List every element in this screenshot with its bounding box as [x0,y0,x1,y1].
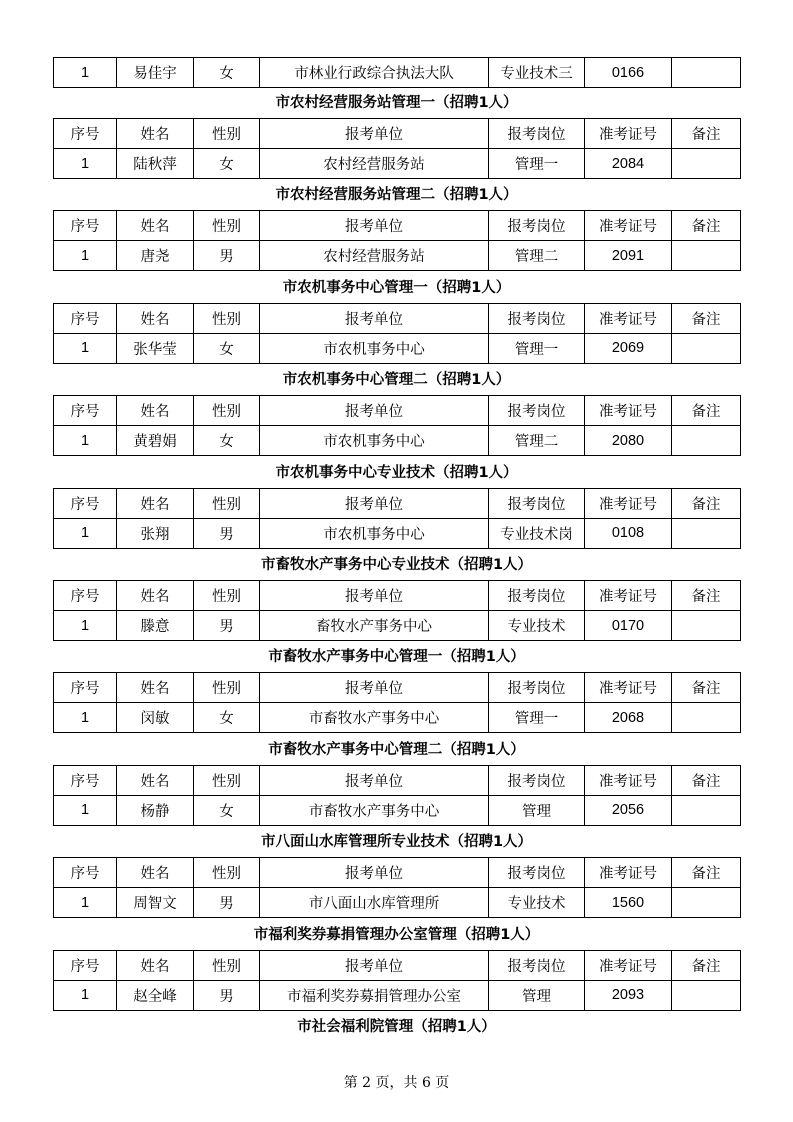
column-header: 报考单位 [260,211,489,241]
cell-unit: 市畜牧水产事务中心 [260,703,489,733]
column-header: 报考岗位 [489,303,585,333]
cell-post: 管理一 [489,333,585,363]
first-table [53,57,740,88]
table-row [54,703,741,733]
cell-note [672,58,741,88]
column-header: 报考单位 [260,303,489,333]
section-table [53,303,740,364]
cell-name: 杨静 [117,795,194,825]
table-row [54,333,741,363]
table-row [54,888,741,918]
column-header: 报考单位 [260,858,489,888]
cell-no: 1 [54,426,117,456]
cell-note [672,241,741,271]
cell-exam-no: 0170 [585,611,672,641]
column-header: 备注 [672,488,741,518]
column-header: 报考岗位 [489,119,585,149]
cell-post: 管理一 [489,149,585,179]
column-header: 准考证号 [585,488,672,518]
cell-unit: 畜牧水产事务中心 [260,611,489,641]
cell-gender: 男 [194,888,260,918]
section-heading: 市八面山水库管理所专业技术（招聘1人） [260,834,533,851]
cell-exam-no: 1560 [585,888,672,918]
column-header: 性别 [194,119,260,149]
cell-gender: 女 [194,795,260,825]
section-table [53,210,740,271]
column-header: 序号 [54,673,117,703]
cell-post: 管理二 [489,241,585,271]
column-header: 报考单位 [260,673,489,703]
cell-name: 滕意 [117,611,194,641]
column-header: 姓名 [117,581,194,611]
section-table [53,118,740,179]
column-header: 报考单位 [260,396,489,426]
table-row [54,426,741,456]
section-heading: 市畜牧水产事务中心管理一（招聘1人） [268,649,525,666]
column-header: 性别 [194,211,260,241]
cell-no: 1 [54,518,117,548]
cell-name: 黄碧娟 [117,426,194,456]
column-header: 备注 [672,119,741,149]
cell-post: 管理 [489,795,585,825]
column-header: 准考证号 [585,396,672,426]
column-header: 姓名 [117,488,194,518]
column-header: 报考岗位 [489,488,585,518]
section-table [53,765,740,826]
column-header: 姓名 [117,858,194,888]
column-header: 准考证号 [585,858,672,888]
table-header-row [54,303,741,333]
cell-post: 专业技术 [489,611,585,641]
cell-post: 管理二 [489,426,585,456]
table-row [54,611,741,641]
section-table [53,672,740,733]
column-header: 姓名 [117,119,194,149]
column-header: 准考证号 [585,673,672,703]
column-header: 性别 [194,765,260,795]
cell-unit: 市八面山水库管理所 [260,888,489,918]
section-heading: 市农机事务中心管理一（招聘1人） [282,279,511,296]
column-header: 报考岗位 [489,950,585,980]
section-table [53,950,740,1011]
column-header: 姓名 [117,673,194,703]
cell-post: 管理一 [489,703,585,733]
cell-gender: 女 [194,149,260,179]
column-header: 准考证号 [585,211,672,241]
cell-name: 周智文 [117,888,194,918]
column-header: 性别 [194,581,260,611]
column-header: 序号 [54,211,117,241]
column-header: 报考岗位 [489,581,585,611]
cell-unit: 市农机事务中心 [260,518,489,548]
column-header: 序号 [54,765,117,795]
cell-note [672,888,741,918]
column-header: 备注 [672,581,741,611]
cell-name: 易佳宇 [117,58,194,88]
cell-note [672,795,741,825]
cell-note [672,426,741,456]
column-header: 准考证号 [585,119,672,149]
cell-exam-no: 2093 [585,980,672,1010]
cell-no: 1 [54,703,117,733]
column-header: 序号 [54,581,117,611]
column-header: 报考单位 [260,119,489,149]
table-header-row [54,765,741,795]
column-header: 性别 [194,396,260,426]
column-header: 准考证号 [585,765,672,795]
cell-post: 专业技术岗 [489,518,585,548]
column-header: 报考岗位 [489,858,585,888]
cell-gender: 女 [194,703,260,733]
cell-unit: 市林业行政综合执法大队 [260,58,489,88]
cell-name: 唐尧 [117,241,194,271]
column-header: 序号 [54,950,117,980]
cell-unit: 市农机事务中心 [260,333,489,363]
column-header: 报考单位 [260,765,489,795]
table-header-row [54,396,741,426]
cell-gender: 男 [194,518,260,548]
section-heading: 市畜牧水产事务中心专业技术（招聘1人） [260,557,533,573]
column-header: 准考证号 [585,303,672,333]
column-header: 性别 [194,488,260,518]
cell-no: 1 [54,888,117,918]
column-header: 报考单位 [260,950,489,980]
section-heading: 市福利奖券募捐管理办公室管理（招聘1人） [253,926,540,943]
column-header: 性别 [194,950,260,980]
table-row [54,241,741,271]
table-header-row [54,211,741,241]
section-heading: 市农村经营服务站管理二（招聘1人） [275,187,518,204]
table-row [54,980,741,1010]
cell-gender: 男 [194,241,260,271]
column-header: 备注 [672,396,741,426]
section-heading: 市农机事务中心管理二（招聘1人） [282,372,511,389]
cell-name: 张翔 [117,518,194,548]
column-header: 报考岗位 [489,765,585,795]
column-header: 性别 [194,303,260,333]
cell-no: 1 [54,149,117,179]
column-header: 报考单位 [260,488,489,518]
cell-gender: 女 [194,58,260,88]
column-header: 序号 [54,858,117,888]
cell-note [672,149,741,179]
page-footer: 第 2 页，共 6 页 [343,1075,450,1091]
column-header: 报考岗位 [489,673,585,703]
column-header: 姓名 [117,765,194,795]
column-header: 性别 [194,673,260,703]
table-row [54,795,741,825]
cell-post: 管理 [489,980,585,1010]
column-header: 姓名 [117,396,194,426]
cell-no: 1 [54,980,117,1010]
cell-gender: 男 [194,611,260,641]
table-row [54,518,741,548]
column-header: 姓名 [117,303,194,333]
column-header: 备注 [672,765,741,795]
cell-exam-no: 0166 [585,58,672,88]
cell-no: 1 [54,795,117,825]
cell-unit: 农村经营服务站 [260,149,489,179]
cell-unit: 市福利奖券募捐管理办公室 [260,980,489,1010]
cell-unit: 市畜牧水产事务中心 [260,795,489,825]
table-row [54,149,741,179]
column-header: 序号 [54,488,117,518]
cell-unit: 市农机事务中心 [260,426,489,456]
cell-exam-no: 2091 [585,241,672,271]
section-table [53,395,740,456]
column-header: 性别 [194,858,260,888]
section-table [53,488,740,549]
column-header: 姓名 [117,950,194,980]
column-header: 准考证号 [585,950,672,980]
cell-note [672,333,741,363]
cell-no: 1 [54,333,117,363]
cell-exam-no: 2069 [585,333,672,363]
cell-unit: 农村经营服务站 [260,241,489,271]
cell-note [672,703,741,733]
column-header: 备注 [672,211,741,241]
cell-exam-no: 2080 [585,426,672,456]
section-table [53,580,740,641]
section-heading: 市农机事务中心专业技术（招聘1人） [275,464,518,481]
cell-no: 1 [54,58,117,88]
table-row [54,58,741,88]
cell-exam-no: 2068 [585,703,672,733]
cell-name: 张华莹 [117,333,194,363]
table-header-row [54,581,741,611]
cell-note [672,518,741,548]
cell-post: 专业技术三 [489,58,585,88]
cell-name: 赵全峰 [117,980,194,1010]
table-header-row [54,673,741,703]
column-header: 姓名 [117,211,194,241]
column-header: 准考证号 [585,581,672,611]
table-header-row [54,858,741,888]
cell-no: 1 [54,241,117,271]
table-header-row [54,488,741,518]
column-header: 备注 [672,950,741,980]
column-header: 报考单位 [260,581,489,611]
section-heading: 市农村经营服务站管理一（招聘1人） [275,95,518,111]
cell-exam-no: 0108 [585,518,672,548]
cell-name: 闵敏 [117,703,194,733]
column-header: 备注 [672,673,741,703]
cell-exam-no: 2056 [585,795,672,825]
section-heading: 市畜牧水产事务中心管理二（招聘1人） [268,741,525,758]
column-header: 序号 [54,119,117,149]
table-header-row [54,950,741,980]
column-header: 序号 [54,396,117,426]
table-header-row [54,119,741,149]
section-heading: 市社会福利院管理（招聘1人） [297,1019,496,1035]
cell-no: 1 [54,611,117,641]
column-header: 备注 [672,858,741,888]
section-table [53,857,740,918]
cell-note [672,611,741,641]
cell-exam-no: 2084 [585,149,672,179]
column-header: 序号 [54,303,117,333]
cell-gender: 男 [194,980,260,1010]
cell-name: 陆秋萍 [117,149,194,179]
cell-post: 专业技术 [489,888,585,918]
column-header: 报考岗位 [489,396,585,426]
cell-note [672,980,741,1010]
column-header: 备注 [672,303,741,333]
cell-gender: 女 [194,426,260,456]
column-header: 报考岗位 [489,211,585,241]
cell-gender: 女 [194,333,260,363]
